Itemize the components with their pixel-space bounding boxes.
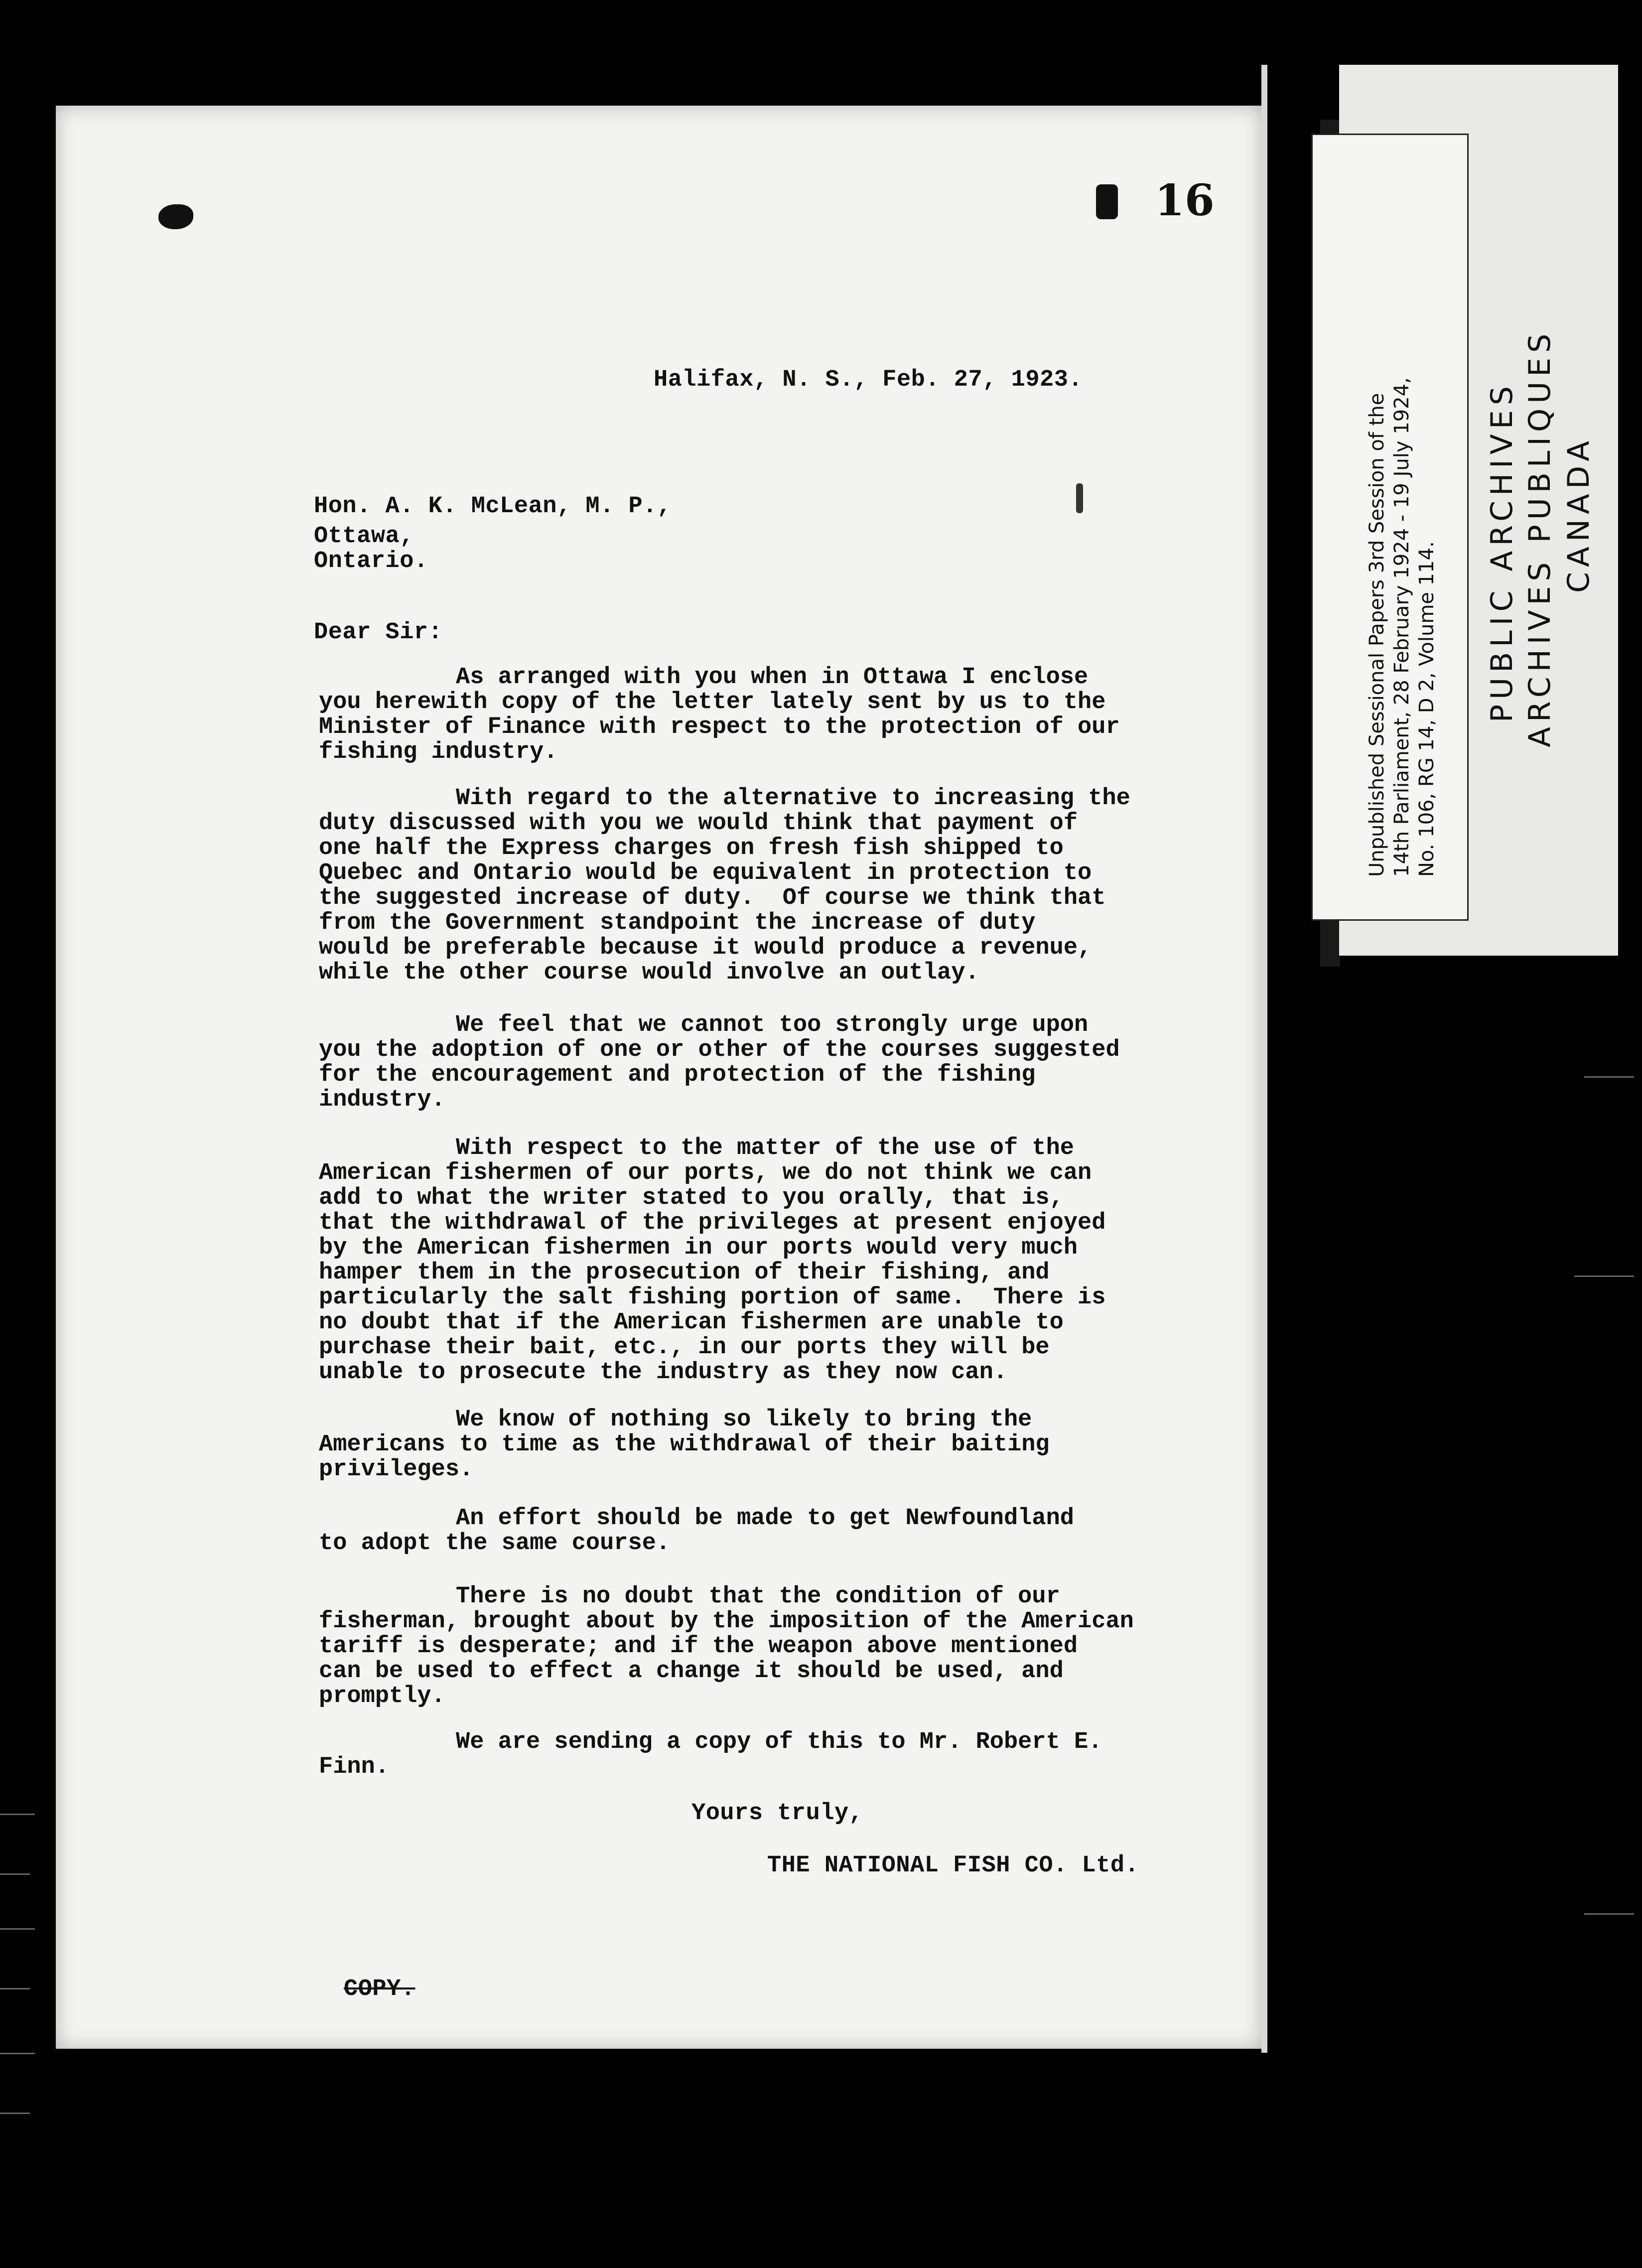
- company-signature: THE NATIONAL FISH CO. Ltd.: [767, 1852, 1139, 1879]
- paragraph-line: hamper them in the prosecution of their fishing, and: [319, 1260, 1050, 1286]
- paragraph-line: the suggested increase of duty. Of course we think that: [319, 885, 1106, 911]
- paragraph-line: industry.: [319, 1087, 445, 1113]
- paragraph-line: American fishermen of our ports, we do not think we can: [319, 1160, 1092, 1186]
- paragraph-line: There is no doubt that the condition of our: [456, 1583, 1060, 1610]
- page-number: 16: [1155, 175, 1215, 226]
- paragraph-line: that the withdrawal of the privileges at present enjoyed: [319, 1210, 1106, 1236]
- paragraph-line: by the American fishermen in our ports would very much: [319, 1235, 1078, 1261]
- letter-paragraph: [319, 1408, 1050, 1482]
- recipient-province: Ontario.: [314, 548, 428, 574]
- paragraph-line: can be used to effect a change it should be used, and: [319, 1658, 1064, 1685]
- film-edge-tick: [1584, 1913, 1634, 1915]
- film-edge-tick: [0, 1873, 30, 1875]
- letter-paragraph: [319, 1730, 1102, 1780]
- paragraph-line: while the other course would involve an outlay.: [319, 960, 979, 986]
- ink-blot: [158, 204, 193, 229]
- film-edge-tick: [1574, 1276, 1634, 1277]
- letter-paragraph: [319, 786, 1130, 986]
- paragraph-line: We feel that we cannot too strongly urge upon: [456, 1012, 1089, 1038]
- paragraph-line: An effort should be made to get Newfoundland: [456, 1505, 1075, 1532]
- paragraph-line: purchase their bait, etc., in our ports they will be: [319, 1334, 1050, 1361]
- letter-paragraph: [319, 1136, 1105, 1385]
- paragraph-line: duty discussed with you we would think that payment of: [319, 810, 1078, 837]
- ink-mark: [1076, 483, 1083, 513]
- archive-stamp-line: PUBLIC ARCHIVES: [1485, 381, 1519, 722]
- paragraph-line: no doubt that if the American fishermen are unable to: [319, 1309, 1064, 1336]
- film-edge-tick: [1584, 1076, 1634, 1078]
- paragraph-line: We know of nothing so likely to bring the: [456, 1407, 1032, 1433]
- paragraph-line: you herewith copy of the letter lately sent by us to the: [319, 689, 1106, 715]
- letter-closing: Yours truly,: [691, 1800, 863, 1827]
- page-number-blot: [1096, 184, 1118, 219]
- paragraph-line: With regard to the alternative to increasing the: [456, 785, 1130, 812]
- paragraph-line: Finn.: [319, 1754, 390, 1780]
- paragraph-line: As arranged with you when in Ottawa I enclose: [456, 664, 1089, 691]
- film-edge-tick: [0, 2113, 30, 2114]
- paragraph-line: privileges.: [319, 1456, 474, 1483]
- film-edge-tick: [0, 2053, 35, 2054]
- letter-paragraph: [319, 1584, 1134, 1709]
- paragraph-line: would be preferable because it would produce a revenue,: [319, 935, 1092, 961]
- letter-date: Halifax, N. S., Feb. 27, 1923.: [654, 367, 1083, 393]
- paragraph-line: We are sending a copy of this to Mr. Robert E.: [456, 1729, 1102, 1755]
- paragraph-line: Americans to time as the withdrawal of their baiting: [319, 1431, 1050, 1458]
- paragraph-line: one half the Express charges on fresh fish shipped to: [319, 835, 1064, 861]
- paragraph-line: fishing industry.: [319, 739, 558, 765]
- recipient-city: Ottawa,: [314, 523, 414, 550]
- archive-stamp-line: ARCHIVES PUBLIQUES: [1522, 328, 1557, 747]
- film-edge-tick: [0, 1928, 35, 1930]
- paragraph-line: add to what the writer stated to you orally, that is,: [319, 1185, 1064, 1211]
- paragraph-line: tariff is desperate; and if the weapon above mentioned: [319, 1633, 1078, 1660]
- letter-paragraph: [319, 1013, 1120, 1113]
- archive-citation-line: Unpublished Sessional Papers 3rd Session of the: [1366, 393, 1388, 877]
- paragraph-line: Quebec and Ontario would be equivalent in protection to: [319, 860, 1092, 886]
- paragraph-line: With respect to the matter of the use of the: [456, 1135, 1075, 1161]
- archive-citation-line: 14th Parliament, 28 February 1924 - 19 July 1924,: [1390, 377, 1413, 877]
- paragraph-line: from the Government standpoint the increase of duty: [319, 910, 1036, 936]
- paragraph-line: to adopt the same course.: [319, 1530, 671, 1557]
- film-edge-tick: [0, 1814, 35, 1815]
- copy-mark: COPY.: [344, 1976, 415, 2002]
- paragraph-line: particularly the salt fishing portion of same. There is: [319, 1284, 1106, 1311]
- paragraph-line: unable to prosecute the industry as they now can.: [319, 1359, 1008, 1386]
- letter-paragraph: [319, 665, 1120, 765]
- film-edge-tick: [0, 1988, 30, 1989]
- paragraph-line: Minister of Finance with respect to the protection of our: [319, 714, 1120, 740]
- paragraph-line: fisherman, brought about by the imposition of the American: [319, 1608, 1134, 1635]
- letter-paragraph: [319, 1506, 1074, 1556]
- recipient-name: Hon. A. K. McLean, M. P.,: [314, 493, 672, 520]
- salutation: Dear Sir:: [314, 619, 443, 646]
- sheet-edge: [1261, 65, 1267, 2053]
- archive-stamp-line: CANADA: [1561, 435, 1596, 593]
- archive-citation-line: No. 106, RG 14, D 2, Volume 114.: [1415, 541, 1438, 877]
- paragraph-line: promptly.: [319, 1683, 445, 1709]
- paragraph-line: you the adoption of one or other of the courses suggested: [319, 1037, 1120, 1063]
- paragraph-line: for the encouragement and protection of the fishing: [319, 1062, 1036, 1088]
